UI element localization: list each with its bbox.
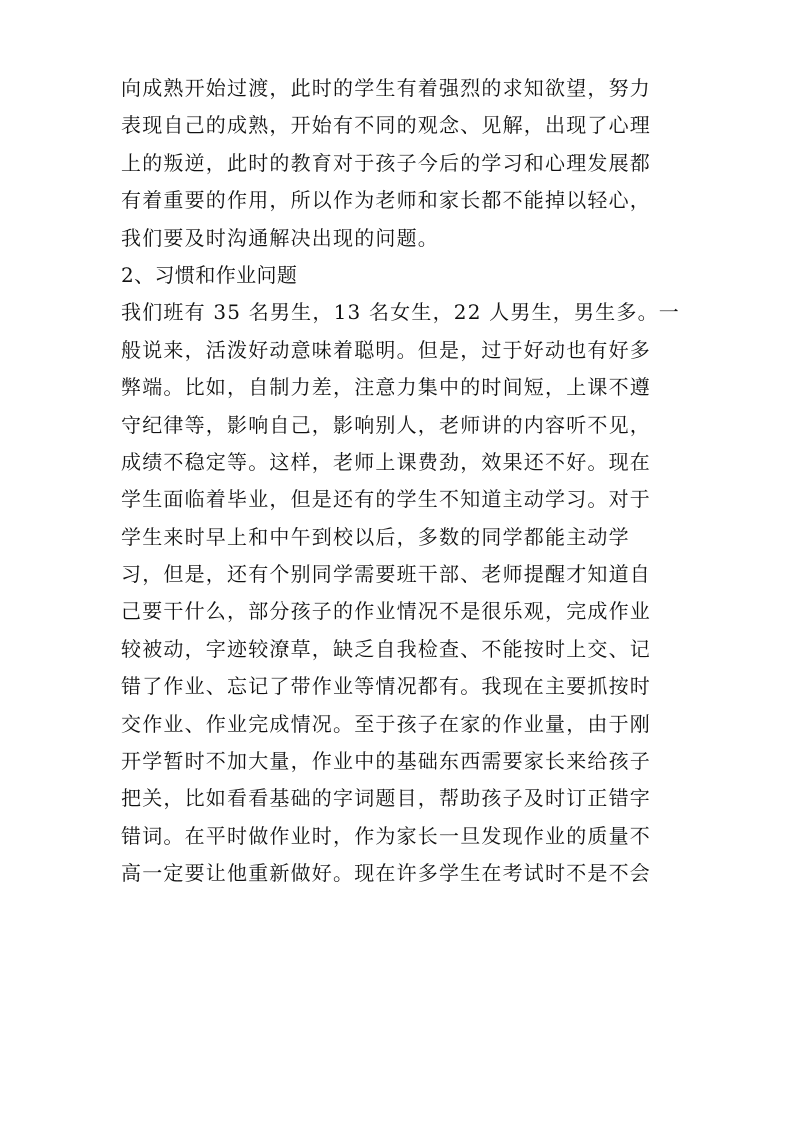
text-line: 错了作业、忘记了带作业等情况都有。我现在主要抓按时 [121,674,651,699]
text-line: 把关，比如看看基础的字词题目，帮助孩子及时订正错字 [121,786,651,811]
text-line: 交作业、作业完成情况。至于孩子在家的作业量，由于刚 [121,711,651,736]
text-line: 开学暂时不加大量，作业中的基础东西需要家长来给孩子 [121,749,651,774]
text-line: 弊端。比如，自制力差，注意力集中的时间短，上课不遵 [121,375,651,400]
text-line: 错词。在平时做作业时，作为家长一旦发现作业的质量不 [121,823,651,848]
text-line: 我们班有 35 名男生，13 名女生，22 人男生，男生多。一 [121,300,680,325]
section-heading: 2、习惯和作业问题 [121,262,298,287]
text-line: 向成熟开始过渡，此时的学生有着强烈的求知欲望，努力 [121,76,651,100]
text-line: 成绩不稳定等。这样，老师上课费劲，效果还不好。现在 [121,449,651,474]
text-line: 我们要及时沟通解决出现的问题。 [121,225,439,250]
text-line: 己要干什么，部分孩子的作业情况不是很乐观，完成作业 [121,599,651,624]
text-line: 有着重要的作用，所以作为老师和家长都不能掉以轻心， [121,188,651,213]
text-line: 学生面临着毕业，但是还有的学生不知道主动学习。对于 [121,487,651,512]
text-line: 习，但是，还有个别同学需要班干部、老师提醒才知道自 [121,562,651,587]
text-line: 上的叛逆，此时的教育对于孩子今后的学习和心理发展都 [121,150,651,175]
body-text [121,70,681,893]
text-line: 般说来，活泼好动意味着聪明。但是，过于好动也有好多 [121,337,651,362]
text-line: 表现自己的成熟，开始有不同的观念、见解，出现了心理 [121,113,651,138]
text-line: 守纪律等，影响自己，影响别人，老师讲的内容听不见， [121,412,651,437]
text-line: 学生来时早上和中午到校以后，多数的同学都能主动学 [121,524,630,549]
text-line: 高一定要让他重新做好。现在许多学生在考试时不是不会 [121,861,651,886]
text-line: 较被动，字迹较潦草，缺乏自我检查、不能按时上交、记 [121,636,651,661]
